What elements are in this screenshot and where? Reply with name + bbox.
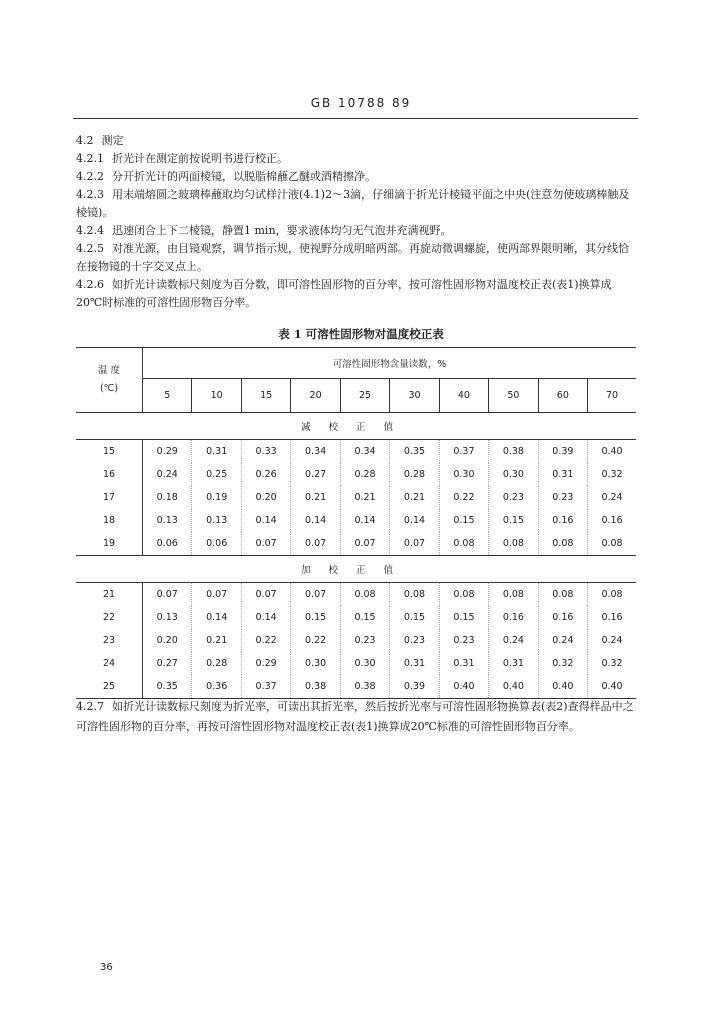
subtract-value-cell: 0.21 — [340, 486, 389, 509]
add-value-cell: 0.22 — [241, 629, 290, 652]
column-header: 5 — [143, 379, 192, 413]
section-4-2-4: 4.2.4 迅速闭合上下二棱镜，静置1 min，要求液体均匀无气泡并充满视野。 — [76, 224, 452, 237]
subtract-temp-cell: 15 — [76, 440, 143, 464]
add-value-cell: 0.24 — [588, 629, 636, 652]
table-row — [76, 440, 636, 464]
column-header: 15 — [241, 379, 290, 413]
subtract-value-cell: 0.07 — [291, 532, 340, 556]
subtract-temp-cell: 18 — [76, 509, 143, 532]
add-value-cell: 0.31 — [390, 652, 439, 675]
document-header: GB 10788 89 — [310, 96, 412, 110]
add-temp-cell: 25 — [76, 675, 143, 699]
add-value-cell: 0.40 — [588, 675, 636, 699]
section-4-2-5: 4.2.5 对准光源，由目镜观察，调节指示规，使视野分成明暗两部。再旋动微调螺旋，使两部界限明晰，其分线恰在接物镜的十字交叉点上。 — [76, 242, 629, 273]
add-section — [76, 556, 636, 699]
column-header: 25 — [340, 379, 389, 413]
subtract-value-cell: 0.16 — [538, 509, 587, 532]
subtract-value-cell: 0.30 — [439, 463, 488, 486]
subtract-value-cell: 0.30 — [489, 463, 538, 486]
subtract-value-cell: 0.29 — [143, 440, 192, 464]
add-value-cell: 0.39 — [390, 675, 439, 699]
section-text: 如折光计读数标尺刻度为折光率，可读出其折光率，然后按折光率与可溶性固形物换算表(表2)查得样品中之可溶性固形物的百分率，再按可溶性固形物对温度校正表(表1)换算成20℃标准的可溶性固形物百分率。 — [76, 700, 634, 733]
column-header: 50 — [489, 379, 538, 413]
subtract-value-cell: 0.08 — [538, 532, 587, 556]
correction-table — [76, 347, 636, 699]
subtract-value-cell: 0.28 — [340, 463, 389, 486]
subtract-section — [76, 413, 636, 556]
subtract-value-cell: 0.16 — [588, 509, 636, 532]
add-value-cell: 0.07 — [143, 583, 192, 607]
subtract-value-cell: 0.24 — [143, 463, 192, 486]
add-value-cell: 0.15 — [439, 606, 488, 629]
subtract-value-cell: 0.15 — [439, 509, 488, 532]
add-value-cell: 0.08 — [439, 583, 488, 607]
add-value-cell: 0.38 — [340, 675, 389, 699]
header-rule — [73, 118, 638, 119]
subtract-value-cell: 0.23 — [538, 486, 587, 509]
add-value-cell: 0.23 — [390, 629, 439, 652]
subtract-value-cell: 0.20 — [241, 486, 290, 509]
add-value-cell: 0.15 — [291, 606, 340, 629]
add-value-cell: 0.40 — [489, 675, 538, 699]
subtract-value-cell: 0.14 — [291, 509, 340, 532]
add-value-cell: 0.23 — [439, 629, 488, 652]
page-number: 36 — [100, 962, 113, 973]
add-value-cell: 0.16 — [538, 606, 587, 629]
table-row — [76, 675, 636, 699]
column-header: 40 — [439, 379, 488, 413]
subtract-value-cell: 0.28 — [390, 463, 439, 486]
column-header: 20 — [291, 379, 340, 413]
subtract-value-cell: 0.06 — [143, 532, 192, 556]
subtract-value-cell: 0.13 — [143, 509, 192, 532]
add-value-cell: 0.08 — [340, 583, 389, 607]
subtract-value-cell: 0.19 — [192, 486, 241, 509]
subtract-value-cell: 0.39 — [538, 440, 587, 464]
subtract-value-cell: 0.18 — [143, 486, 192, 509]
subtract-value-cell: 0.33 — [241, 440, 290, 464]
subtract-value-cell: 0.38 — [489, 440, 538, 464]
add-value-cell: 0.15 — [390, 606, 439, 629]
column-header: 70 — [588, 379, 636, 413]
add-value-cell: 0.28 — [192, 652, 241, 675]
subtract-value-cell: 0.21 — [390, 486, 439, 509]
column-header: 30 — [390, 379, 439, 413]
add-temp-cell: 23 — [76, 629, 143, 652]
subtract-temp-cell: 17 — [76, 486, 143, 509]
add-value-cell: 0.24 — [489, 629, 538, 652]
add-value-cell: 0.31 — [439, 652, 488, 675]
add-temp-cell: 24 — [76, 652, 143, 675]
add-value-cell: 0.15 — [340, 606, 389, 629]
subtract-value-cell: 0.34 — [340, 440, 389, 464]
add-value-cell: 0.08 — [390, 583, 439, 607]
content-header: 可溶性固形物含量读数，% — [143, 348, 637, 379]
subtract-value-cell: 0.13 — [192, 509, 241, 532]
temp-header-unit: (℃) — [99, 383, 119, 394]
table-row — [76, 463, 636, 486]
section-4-2-1: 4.2.1 折光计在测定前按说明书进行校正。 — [76, 152, 288, 165]
subtract-temp-cell: 16 — [76, 463, 143, 486]
subtract-value-cell: 0.31 — [538, 463, 587, 486]
add-value-cell: 0.32 — [588, 652, 636, 675]
table-row — [76, 606, 636, 629]
subtract-value-cell: 0.22 — [439, 486, 488, 509]
subtract-value-cell: 0.34 — [291, 440, 340, 464]
add-value-cell: 0.38 — [291, 675, 340, 699]
add-value-cell: 0.30 — [340, 652, 389, 675]
add-value-cell: 0.20 — [143, 629, 192, 652]
section-4-2-2: 4.2.2 分开折光计的两面棱镜，以脱脂棉蘸乙醚或酒精擦净。 — [76, 170, 376, 183]
table-title: 表 1 可溶性固形物对温度校正表 — [278, 327, 444, 341]
subtract-value-cell: 0.40 — [588, 440, 636, 464]
subtract-value-cell: 0.27 — [291, 463, 340, 486]
table-row — [76, 509, 636, 532]
add-value-cell: 0.08 — [538, 583, 587, 607]
section-4-2-6: 4.2.6 如折光计读数标尺刻度为百分数，即可溶性固形物的百分率，按可溶性固形物对温度校正表(表1)换算成20℃时标准的可溶性固形物百分率。 — [76, 278, 612, 309]
subtract-value-cell: 0.31 — [192, 440, 241, 464]
add-value-cell: 0.35 — [143, 675, 192, 699]
add-value-cell: 0.40 — [538, 675, 587, 699]
temp-header — [76, 348, 143, 413]
subtract-value-cell: 0.07 — [390, 532, 439, 556]
subtract-value-cell: 0.14 — [241, 509, 290, 532]
subtract-value-cell: 0.08 — [439, 532, 488, 556]
temp-header-label: 温 度 — [97, 365, 121, 376]
add-value-cell: 0.37 — [241, 675, 290, 699]
add-value-cell: 0.14 — [241, 606, 290, 629]
add-value-cell: 0.24 — [538, 629, 587, 652]
add-value-cell: 0.27 — [143, 652, 192, 675]
subtract-value-cell: 0.14 — [340, 509, 389, 532]
add-value-cell: 0.07 — [291, 583, 340, 607]
subtract-value-cell: 0.21 — [291, 486, 340, 509]
add-value-cell: 0.31 — [489, 652, 538, 675]
add-temp-cell: 21 — [76, 583, 143, 607]
add-value-cell: 0.21 — [192, 629, 241, 652]
add-value-cell: 0.13 — [143, 606, 192, 629]
subtract-value-cell: 0.15 — [489, 509, 538, 532]
subtract-value-cell: 0.24 — [588, 486, 636, 509]
add-value-cell: 0.40 — [439, 675, 488, 699]
add-value-cell: 0.07 — [192, 583, 241, 607]
add-value-cell: 0.23 — [340, 629, 389, 652]
table-row — [76, 652, 636, 675]
table-row — [76, 532, 636, 556]
subtract-value-cell: 0.07 — [241, 532, 290, 556]
add-label: 加校正值 — [76, 556, 636, 583]
add-value-cell: 0.36 — [192, 675, 241, 699]
add-temp-cell: 22 — [76, 606, 143, 629]
subtract-value-cell: 0.26 — [241, 463, 290, 486]
subtract-value-cell: 0.07 — [340, 532, 389, 556]
table-row — [76, 583, 636, 607]
subtract-label: 减校正值 — [76, 413, 636, 440]
add-value-cell: 0.16 — [588, 606, 636, 629]
column-header: 60 — [538, 379, 587, 413]
section-4-2-3: 4.2.3 用末端熔圆之玻璃棒蘸取均匀试样汁液(4.1)2～3滴，仔细滴于折光计棱镜平面之中央(注意勿使玻璃棒触及棱镜)。 — [76, 188, 630, 219]
add-value-cell: 0.22 — [291, 629, 340, 652]
section-number: 4.2.7 — [76, 700, 104, 713]
add-value-cell: 0.32 — [538, 652, 587, 675]
subtract-value-cell: 0.37 — [439, 440, 488, 464]
add-value-cell: 0.08 — [489, 583, 538, 607]
add-value-cell: 0.07 — [241, 583, 290, 607]
subtract-value-cell: 0.08 — [588, 532, 636, 556]
section-4-2-7 — [76, 697, 636, 737]
add-value-cell: 0.29 — [241, 652, 290, 675]
subtract-temp-cell: 19 — [76, 532, 143, 556]
table-row — [76, 629, 636, 652]
subtract-value-cell: 0.14 — [390, 509, 439, 532]
add-value-cell: 0.08 — [588, 583, 636, 607]
subtract-value-cell: 0.25 — [192, 463, 241, 486]
add-value-cell: 0.16 — [489, 606, 538, 629]
subtract-value-cell: 0.35 — [390, 440, 439, 464]
table-row — [76, 486, 636, 509]
subtract-value-cell: 0.32 — [588, 463, 636, 486]
add-value-cell: 0.14 — [192, 606, 241, 629]
section-4-2: 4.2 测定 — [76, 134, 124, 147]
add-value-cell: 0.30 — [291, 652, 340, 675]
subtract-value-cell: 0.23 — [489, 486, 538, 509]
subtract-value-cell: 0.06 — [192, 532, 241, 556]
body-text — [76, 132, 636, 312]
column-header: 10 — [192, 379, 241, 413]
subtract-value-cell: 0.08 — [489, 532, 538, 556]
